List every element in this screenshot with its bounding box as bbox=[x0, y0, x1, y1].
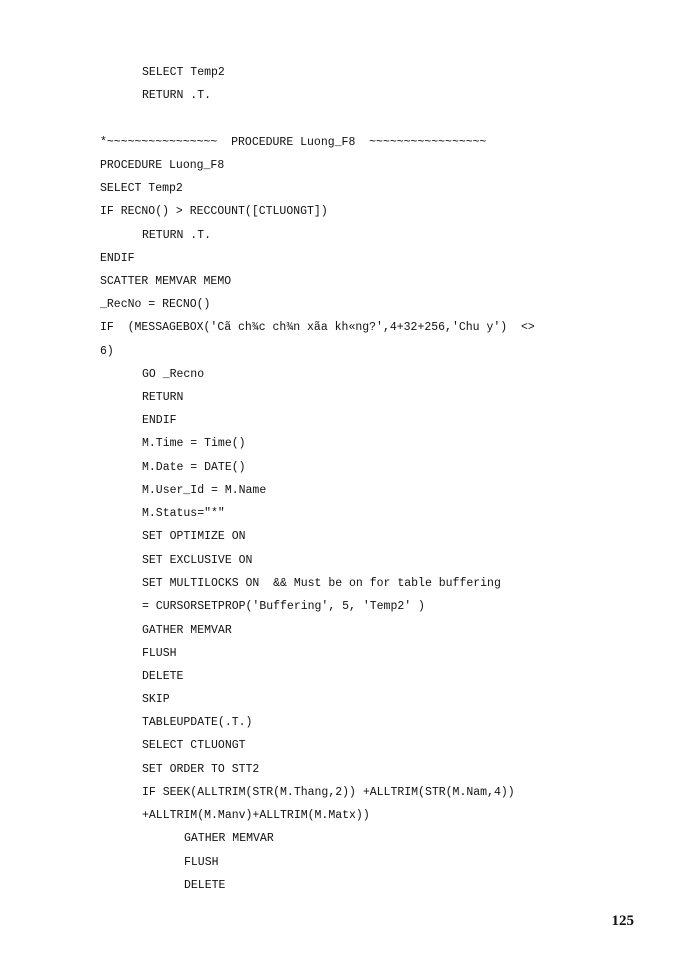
code-line: GO _Recno bbox=[142, 368, 205, 381]
code-line: SKIP bbox=[142, 693, 170, 706]
code-line: *~~~~~~~~~~~~~~~~ PROCEDURE Luong_F8 ~~~~~~~~~~~~~~~~~ bbox=[100, 136, 487, 149]
code-line: SET ORDER TO STT2 bbox=[142, 763, 260, 776]
code-line: IF (MESSAGEBOX('Cã ch¾c ch¾n xãa kh«ng?',4+32+256,'Chu y') <> bbox=[100, 321, 535, 334]
code-line: SET EXCLUSIVE ON bbox=[142, 554, 253, 567]
code-line: M.Date = DATE() bbox=[142, 461, 246, 474]
code-line: TABLEUPDATE(.T.) bbox=[142, 716, 253, 729]
code-line: RETURN .T. bbox=[142, 229, 212, 242]
code-line: SET OPTIMIZE ON bbox=[142, 530, 246, 543]
page-number: 125 bbox=[611, 913, 634, 929]
code-line: GATHER MEMVAR bbox=[184, 832, 274, 845]
code-line: FLUSH bbox=[142, 647, 177, 660]
code-line: SELECT Temp2 bbox=[100, 182, 183, 195]
code-line: DELETE bbox=[142, 670, 184, 683]
code-line: ENDIF bbox=[100, 252, 135, 265]
code-line: FLUSH bbox=[184, 856, 219, 869]
code-line: ENDIF bbox=[142, 414, 177, 427]
code-line: SELECT Temp2 bbox=[142, 66, 225, 79]
code-line: +ALLTRIM(M.Manv)+ALLTRIM(M.Matx)) bbox=[142, 809, 370, 822]
code-line: M.Time = Time() bbox=[142, 437, 246, 450]
code-line: RETURN .T. bbox=[142, 89, 212, 102]
code-line: PROCEDURE Luong_F8 bbox=[100, 159, 225, 172]
code-line: M.Status="*" bbox=[142, 507, 225, 520]
code-line: IF RECNO() > RECCOUNT([CTLUONGT]) bbox=[100, 205, 328, 218]
code-line: IF SEEK(ALLTRIM(STR(M.Thang,2)) +ALLTRIM(STR(M.Nam,4)) bbox=[142, 786, 515, 799]
code-line: GATHER MEMVAR bbox=[142, 624, 232, 637]
code-line: _RecNo = RECNO() bbox=[100, 298, 211, 311]
code-line: = CURSORSETPROP('Buffering', 5, 'Temp2' ) bbox=[142, 600, 425, 613]
code-line: SELECT CTLUONGT bbox=[142, 739, 246, 752]
code-line: SCATTER MEMVAR MEMO bbox=[100, 275, 232, 288]
code-line: RETURN bbox=[142, 391, 184, 404]
code-line: SET MULTILOCKS ON && Must be on for table buffering bbox=[142, 577, 501, 590]
code-line: DELETE bbox=[184, 879, 226, 892]
code-line: M.User_Id = M.Name bbox=[142, 484, 267, 497]
code-line: 6) bbox=[100, 345, 114, 358]
